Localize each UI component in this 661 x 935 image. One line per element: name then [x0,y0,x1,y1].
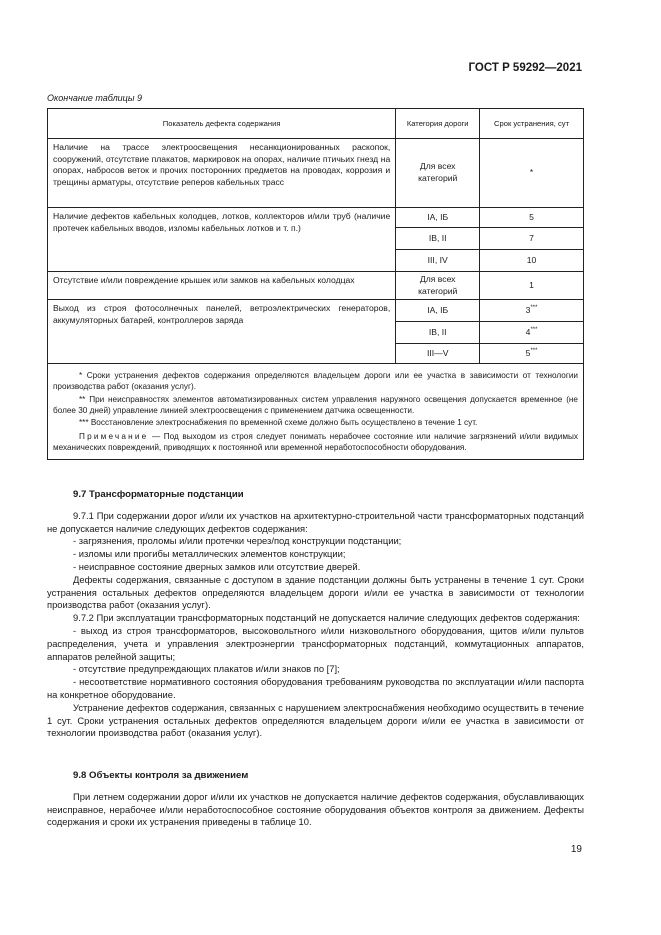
term-value: 4 [525,326,531,337]
table-9 [47,108,584,460]
list-item: - изломы или прогибы металлических элементов конструкции; [73,548,346,560]
column-header-defect: Показатель дефекта содержания [48,109,396,139]
table-remark [53,431,578,453]
section-9-7 [47,489,584,740]
term-cell [480,344,584,364]
paragraph: 9.7.2 При эксплуатации трансформаторных подстанций не допускается наличие следующих дефектов содержания: [73,612,580,624]
footnote-2: ** При неисправностях элементов автоматизированных систем управления наружного освещения допускается временное (не более 30 дней) управление линией электроосвещения с применением датчика освещенности. [53,394,578,415]
category-cell: IB, II [396,228,480,250]
section-title: 9.8 Объекты контроля за движением [73,770,249,781]
table-row [48,139,584,208]
table-caption: Окончание таблицы 9 [47,93,142,103]
term-cell: 10 [480,250,584,272]
term-cell [480,300,584,322]
remark-label: Примечание [79,432,149,442]
paragraph: 9.7.1 При содержании дорог и/или их участков на архитектурно-строительной части трансформаторных подстанций не допускается наличие следующих дефектов содержания: [47,509,584,534]
defect-cell: Наличие на трассе электроосвещения несанкционированных раскопок, сооружений, отсутствие плакатов, маркировок на опорах, наличие птичьих гнезд на опорах, набросов веток и прочих посторонних предметов на проводах, коррозия и трещины арматуры, отсутствие реперов кабельных трасс [48,139,396,208]
category-cell: III, IV [396,250,480,272]
term-value: 5 [525,347,531,358]
paragraph: Дефекты содержания, связанные с доступом в здание подстанции должны быть устранены в течение 1 сут. Сроки устранения остальных дефектов определяются владельцем дороги и/или ее участка в зависимости от технологии производства работ (оказания услуг). [47,573,584,611]
term-value: 3 [525,304,531,315]
table-row [48,208,584,228]
table-notes-row [48,364,584,459]
term-cell: 1 [480,272,584,300]
category-cell: IA, IБ [396,208,480,228]
list-item: - неисправное состояние дверных замков или отсутствие дверей. [73,560,361,572]
section-title: 9.7 Трансформаторные подстанции [73,489,244,500]
footnote-mark: *** [530,305,538,312]
term-cell: * [480,139,584,208]
footnote-mark: *** [530,348,538,355]
paragraph: При летнем содержании дорог и/или их участков не допускается наличие дефектов содержания, обуславливающих неисправное, нерабочее и/или неработоспособное состояние оборудования объектов контроля за движением. Дефекты содержания и сроки их устранения приведены в таблице 10. [47,790,584,828]
document-code: ГОСТ Р 59292—2021 [468,62,582,74]
column-header-term: Срок устранения, сут [480,109,584,139]
page-number: 19 [570,844,582,855]
defect-cell: Выход из строя фотосолнечных панелей, ветроэлектрических генераторов, аккумуляторных батарей, контроллеров заряда [48,300,396,364]
table-row [48,300,584,322]
list-item: - отсутствие предупреждающих плакатов и/или знаков по [7]; [73,663,340,675]
footnote-3: *** Восстановление электроснабжения по временной схеме должно быть осуществлено в течение 1 сут. [79,418,478,427]
section-9-8 [47,770,584,829]
table-row [48,272,584,300]
table-notes [48,364,584,459]
column-header-category: Категория дороги [396,109,480,139]
defect-cell: Отсутствие и/или повреждение крышек или замков на кабельных колодцах [48,272,396,300]
list-item: - несоответствие нормативного состояния оборудования требованиям руководства по эксплуатации и/или паспорта на конкретное оборудование. [47,676,584,700]
category-cell: Для всех категорий [396,272,480,300]
list-item: - выход из строя трансформаторов, высоковольтного и/или низковольтного оборудования, щитов и/или пультов распределения, учета и управления электроэнергии трансформаторных подстанций, коммутационных аппаратов, аппаратов релейной защиты; [47,624,584,662]
category-cell: IA, IБ [396,300,480,322]
defect-cell: Наличие дефектов кабельных колодцев, лотков, коллекторов и/или труб (наличие протечек кабельных вводов, изломы кабельных лотков и т. п.) [48,208,396,272]
footnote-mark: *** [530,327,538,334]
footnote-1: * Сроки устранения дефектов содержания определяются владельцем дороги или ее участка в зависимости от технологии производства работ (оказания услуг). [53,371,578,392]
paragraph: Устранение дефектов содержания, связанных с нарушением электроснабжения необходимо осуществить в течение 1 сут. Сроки устранения остальных дефектов определяются владельцем дороги и/или ее участка в зависимости от технологии производства работ (оказания услуг). [47,701,584,739]
category-cell: III—V [396,344,480,364]
category-cell: Для всех категорий [396,139,480,208]
remark-text: — Под выходом из строя следует понимать нерабочее состояние или наличие загрязнений и/или видимых механических повреждений, приводящих к постоянной или временной неработоспособности оборудования. [53,432,578,453]
term-cell: 5 [480,208,584,228]
category-cell: IB, II [396,322,480,344]
term-cell [480,322,584,344]
table-header-row [48,109,584,139]
list-item: - загрязнения, проломы и/или протечки через/под конструкции подстанции; [73,535,402,547]
term-cell: 7 [480,228,584,250]
